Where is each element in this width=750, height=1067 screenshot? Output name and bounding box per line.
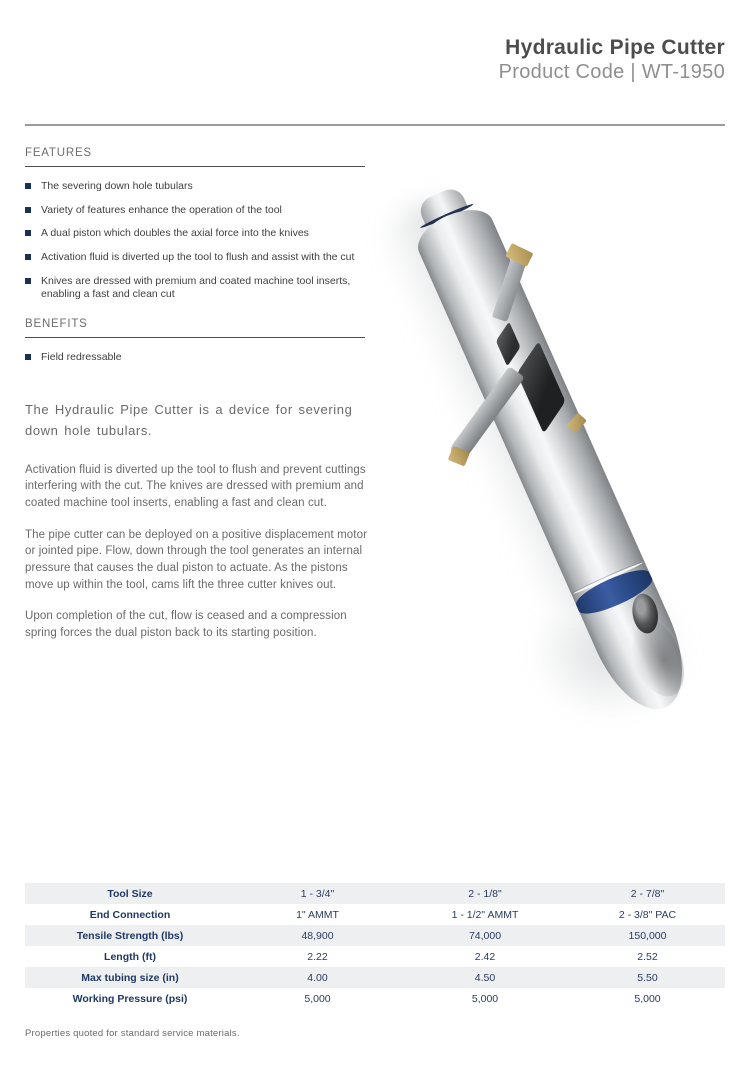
benefits-divider [25,337,365,338]
feature-text: Knives are dressed with premium and coated machine tool inserts, enabling a fast and clean cut [41,274,351,301]
cell-value: 2.22 [307,950,328,963]
list-item [25,275,365,302]
cell-value: 74,000 [468,929,502,942]
cell-value: 5,000 [304,992,331,1005]
header [499,36,725,84]
features-divider [25,166,365,167]
page-title: Hydraulic Pipe Cutter [505,36,725,59]
tool-cutout [517,341,566,434]
row-label: Tensile Strength (lbs) [76,929,184,942]
row-label: Working Pressure (psi) [72,992,188,1005]
list-item [25,351,365,365]
feature-text: The severing down hole tubulars [41,180,193,192]
row-label: End Connection [89,908,171,921]
feature-text: Activation fluid is diverted up the tool to flush and assist with the cut [41,250,355,263]
table-row [25,946,725,967]
list-item [25,204,365,218]
bullet-square-icon [25,354,31,360]
features-heading: FEATURES [25,147,92,159]
features-list [25,180,365,302]
cell-value: 2.52 [637,950,658,963]
row-label: Tool Size [107,887,153,900]
list-item [25,227,365,241]
knife-insert [448,446,470,467]
table-row [25,988,725,1009]
bullet-square-icon [25,254,31,260]
table-row [25,967,725,988]
cell-value: 4.00 [307,971,328,984]
list-item [25,180,365,194]
lead-paragraph: The Hydraulic Pipe Cutter is a device for severing down hole tubulars. [25,402,353,438]
row-label: Length (ft) [104,950,156,963]
list-item [25,251,365,265]
cell-value: 1 - 3/4" [300,887,335,900]
header-divider [25,124,725,126]
cell-value: 1 - 1/2" AMMT [451,908,519,921]
cell-value: 2 - 7/8" [630,887,665,900]
cell-value: 4.50 [474,971,496,984]
feature-text: A dual piston which doubles the axial force into the knives [41,227,309,240]
feature-text: Variety of features enhance the operation of the tool [41,203,282,216]
cell-value: 2 - 3/8" PAC [618,908,677,921]
cell-value: 2.42 [474,950,496,963]
cell-value: 5,000 [471,992,499,1005]
cell-value: 5.50 [637,971,658,984]
bullet-square-icon [25,278,31,284]
benefits-heading: BENEFITS [25,317,88,330]
row-label: Max tubing size (in) [81,971,179,984]
content-column [25,147,375,642]
cell-value: 48,900 [301,929,334,942]
product-code: Product Code | WT-1950 [498,61,725,84]
cell-value: 2 - 1/8" [468,887,502,900]
knife-insert [505,243,533,267]
spec-table [25,883,725,1009]
product-photo [360,150,750,790]
table-row [25,925,725,946]
cell-value: 1" AMMT [296,908,339,921]
bullet-square-icon [25,230,31,236]
tool-cutout [496,321,521,366]
bullet-square-icon [25,207,31,213]
footer-note: Properties quoted for standard service materials. [25,1028,240,1039]
table-row [25,883,725,904]
body-paragraph: Upon completion of the cut, flow is ceased and a compression spring forces the dual piston back to its starting position. [25,610,347,640]
cell-value: 150,000 [628,929,667,942]
body-paragraph: The pipe cutter can be deployed on a positive displacement motor or jointed pipe. Flow, down through the tool generates an internal pressure that causes the dual piston to actuate. As the pistons move up within the tool, cams lift the three cutter knives out. [25,528,368,591]
cell-value: 5,000 [634,992,661,1005]
benefits-list [25,351,365,365]
benefit-text: Field redressable [41,350,122,363]
body-paragraph: Activation fluid is diverted up the tool to flush and prevent cuttings interfering with the cut. The knives are dressed with premium and coated machine tool inserts, enabling a fast and clean cut. [25,463,366,510]
bullet-square-icon [25,183,31,189]
table-row [25,904,725,925]
